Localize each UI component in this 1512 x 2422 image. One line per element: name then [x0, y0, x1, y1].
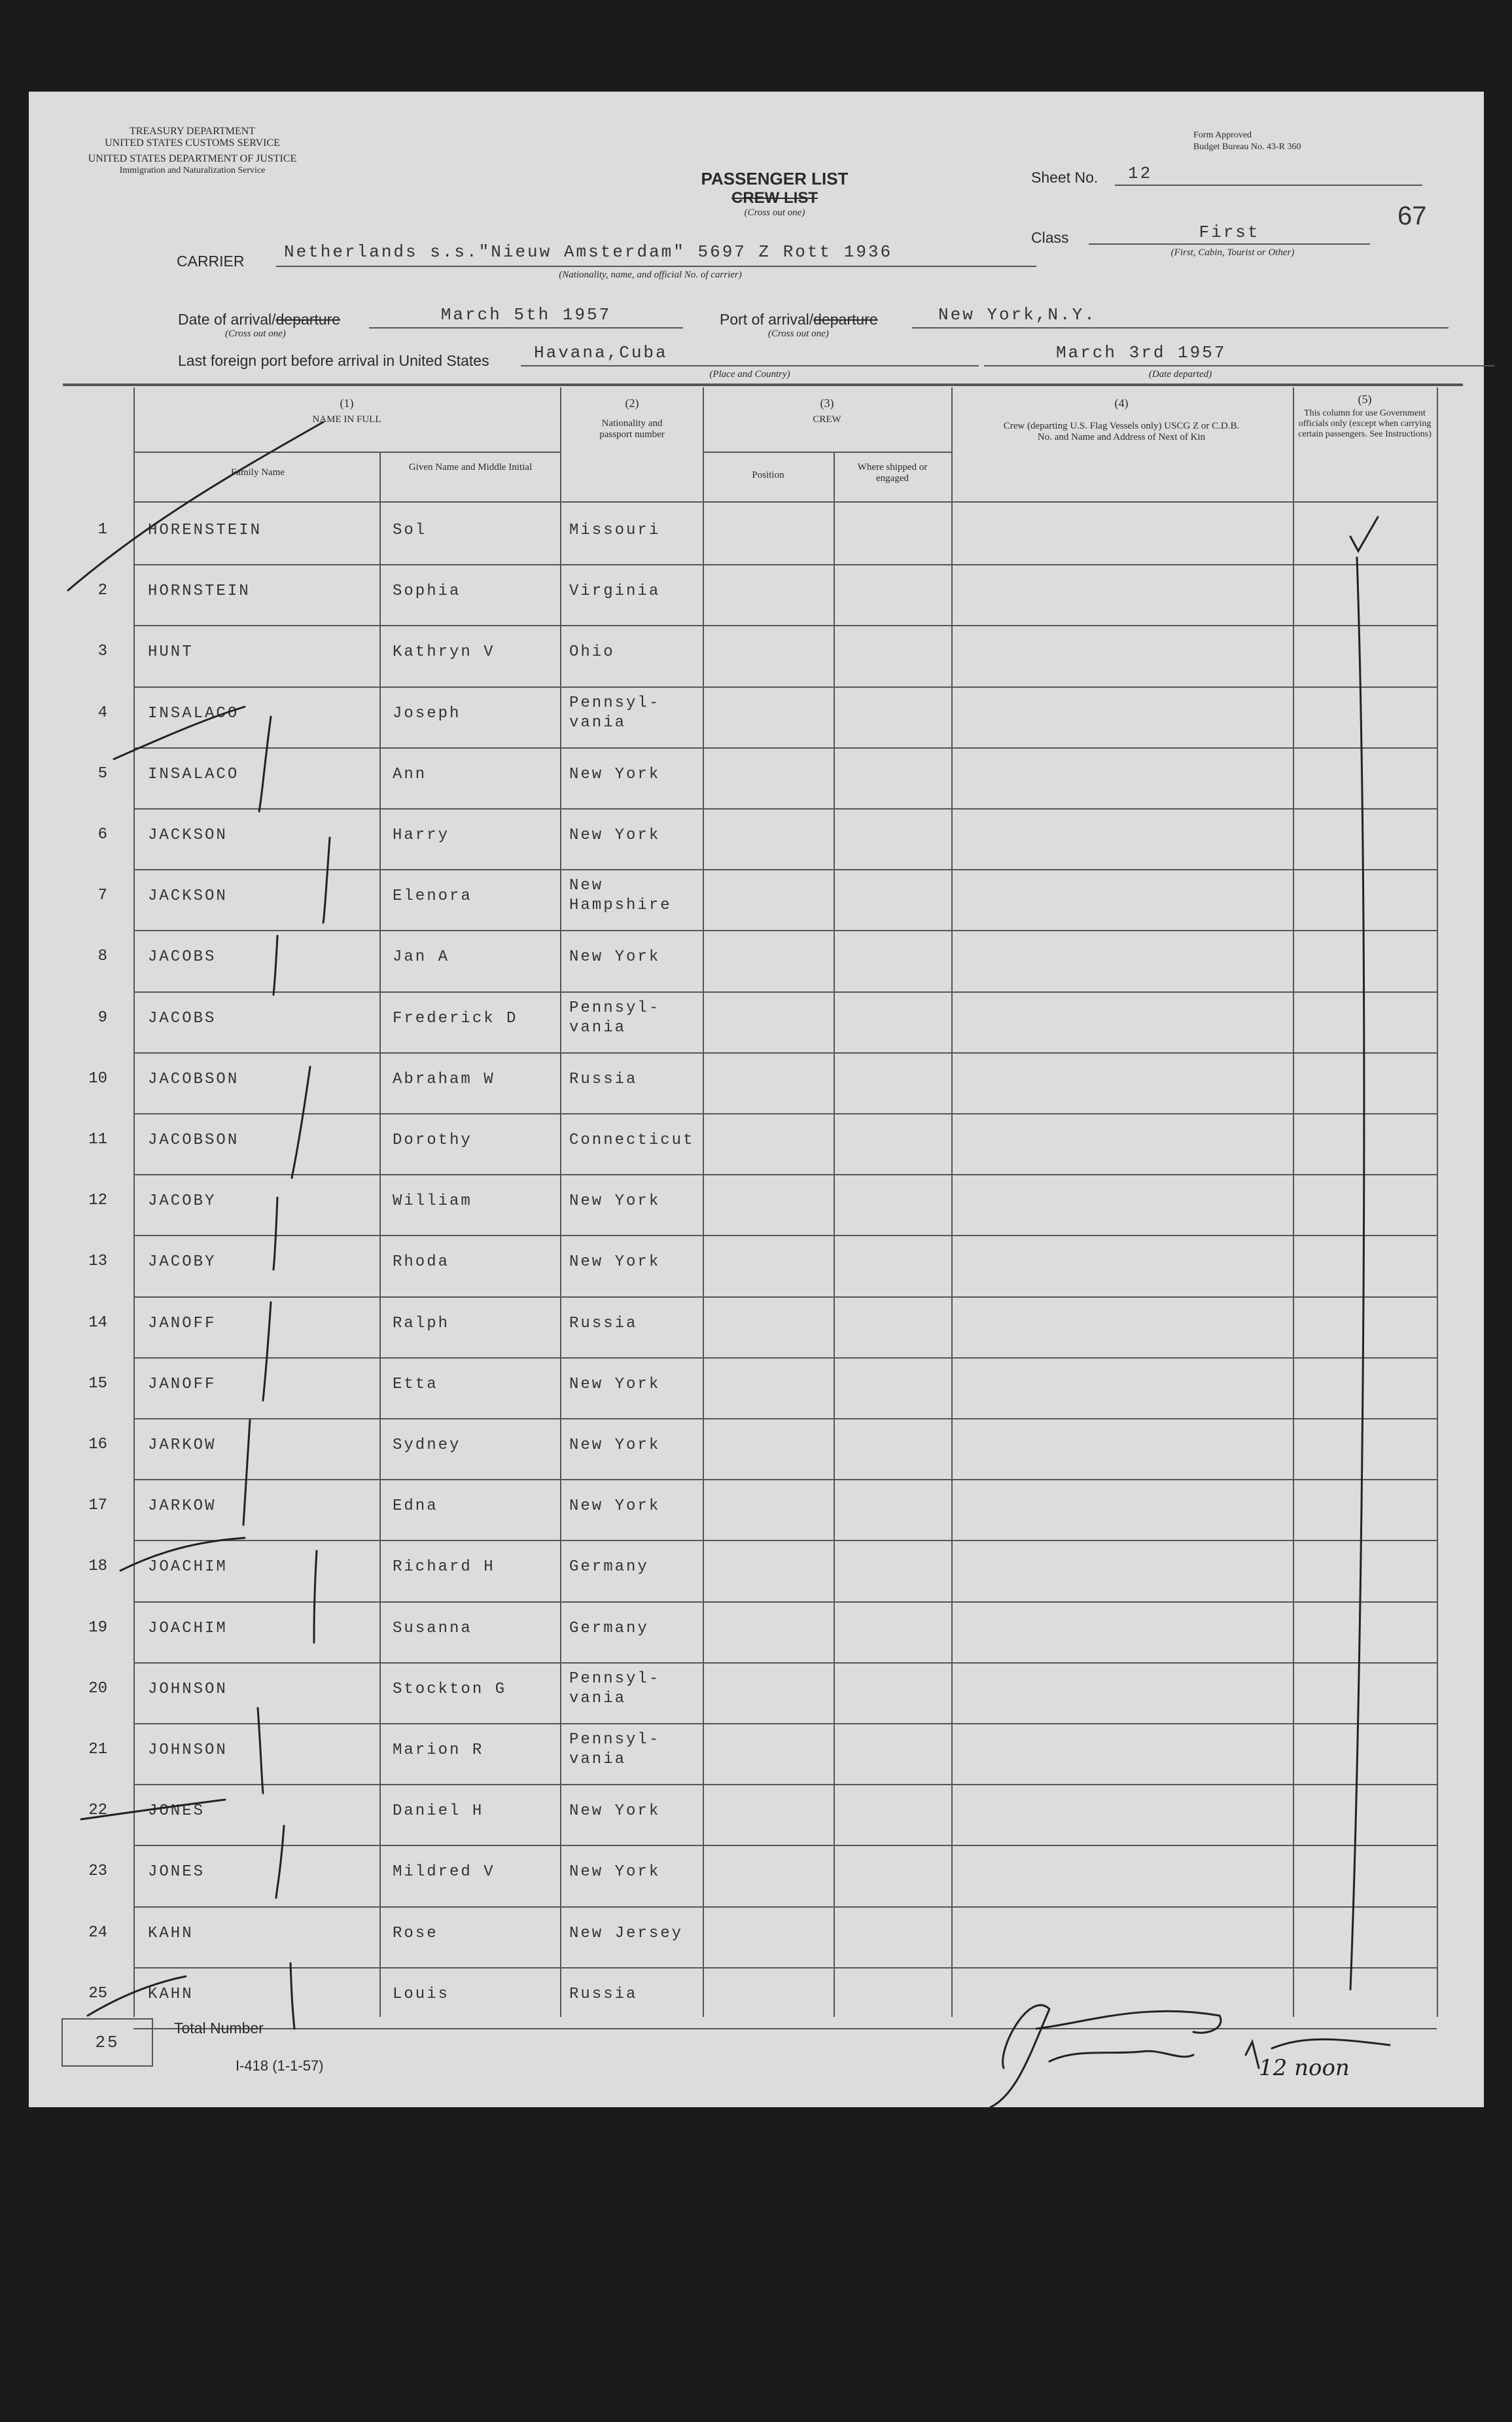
row-number: 23 — [88, 1862, 107, 1881]
total-number-label: Total Number — [174, 2020, 264, 2037]
nationality-line: New Jersey — [569, 1924, 684, 1942]
col2-number: (2) — [625, 397, 639, 410]
nationality-line: Missouri — [569, 522, 661, 539]
row-number: 1 — [97, 521, 107, 539]
nationality-line: New York — [569, 765, 661, 783]
port-label-prefix: Port of arrival/ — [720, 311, 814, 328]
given-name-cell: Richard H — [393, 1558, 495, 1576]
row-number: 19 — [88, 1618, 107, 1637]
agency-line-1: TREASURY DEPARTMENT — [129, 126, 256, 137]
family-name-cell: INSALACO — [148, 704, 239, 722]
col4-number: (4) — [1114, 397, 1129, 410]
family-name-cell: JANOFF — [148, 1314, 217, 1332]
nationality-line: vania — [569, 1751, 627, 1768]
given-name-cell: Sydney — [393, 1436, 461, 1454]
col1-number: (1) — [340, 397, 354, 410]
nationality-line: New York — [569, 1863, 661, 1881]
family-name-cell: JONES — [148, 1802, 205, 1821]
row-number: 2 — [97, 582, 107, 600]
row-number: 7 — [97, 887, 107, 905]
given-name-cell: Stockton G — [393, 1680, 507, 1698]
sheet-number-value: 12 — [1128, 164, 1153, 183]
class-caption: (First, Cabin, Tourist or Other) — [1170, 247, 1295, 258]
row-number: 4 — [97, 703, 107, 722]
row-number: 10 — [88, 1069, 107, 1088]
nationality-line: Pennsyl- — [569, 999, 661, 1017]
col4-title: Crew (departing U.S. Flag Vessels only) USCG Z or C.D.B. No. and Name and Address of Next of Kin — [1003, 421, 1240, 442]
row-number: 21 — [88, 1741, 107, 1758]
handwritten-marks — [29, 92, 1484, 2107]
given-name-cell: Abraham W — [393, 1070, 495, 1088]
given-name-cell: Rhoda — [393, 1253, 450, 1272]
row-number: 9 — [97, 1008, 107, 1027]
nationality-line: Germany — [569, 1619, 649, 1637]
family-name-cell: KAHN — [148, 1924, 194, 1942]
given-name-cell: Mildred V — [393, 1863, 495, 1881]
page-number: 67 — [1398, 202, 1427, 230]
row-number: 25 — [88, 1984, 107, 2003]
given-name-cell: Susanna — [393, 1619, 472, 1637]
nationality-line: Germany — [569, 1558, 649, 1576]
diagonal-strike-1 — [68, 422, 323, 590]
family-name-cell: JACOBS — [148, 948, 217, 967]
row-number: 22 — [88, 1802, 107, 1820]
nationality-line: vania — [569, 1018, 627, 1037]
col2-title: Nationality and passport number — [599, 418, 665, 440]
col5-title: This column for use Government officials only (except when carrying certain passengers. See Instructions) — [1298, 408, 1432, 439]
family-name-cell: JACOBSON — [148, 1070, 239, 1088]
nationality-line: Connecticut — [569, 1131, 695, 1149]
family-name-cell: JOHNSON — [148, 1741, 228, 1759]
port-caption: (Cross out one) — [768, 329, 829, 339]
title-cross-out: (Cross out one) — [744, 207, 805, 218]
row-number: 11 — [88, 1131, 107, 1149]
row-number: 5 — [97, 764, 107, 783]
nationality-line: vania — [569, 1689, 627, 1707]
carrier-value: Netherlands s.s."Nieuw Amsterdam" 5697 Z Rott 1936 — [276, 242, 1036, 267]
port-value: New York,N.Y. — [912, 305, 1449, 329]
given-name-cell: Edna — [393, 1497, 438, 1516]
row-number: 13 — [88, 1253, 107, 1271]
family-name-cell: HORNSTEIN — [148, 582, 251, 601]
form-approved-line-2: Budget Bureau No. 43-R 360 — [1193, 142, 1301, 152]
given-name-cell: Sol — [393, 522, 427, 539]
given-name-header: Given Name and Middle Initial — [408, 462, 533, 472]
given-name-cell: William — [393, 1192, 472, 1211]
nationality-line: New — [569, 877, 604, 895]
class-value: First — [1089, 223, 1370, 245]
last-port-caption: (Place and Country) — [709, 369, 790, 380]
given-name-cell: Kathryn V — [393, 643, 495, 662]
given-name-cell: Elenora — [393, 887, 472, 906]
nationality-line: New York — [569, 1436, 661, 1454]
row-number: 12 — [88, 1192, 107, 1210]
row-number: 16 — [88, 1436, 107, 1453]
given-name-cell: Jan A — [393, 948, 450, 967]
agency-line-4: Immigration and Naturalization Service — [119, 166, 266, 175]
col3-number: (3) — [820, 397, 834, 410]
nationality-line: vania — [569, 713, 627, 732]
sheet-label: Sheet No. — [1031, 169, 1099, 186]
nationality-line: Russia — [569, 1314, 638, 1332]
agency-line-3: UNITED STATES DEPARTMENT OF JUSTICE — [88, 153, 297, 164]
row-number: 8 — [97, 948, 107, 966]
last-port-date-value: March 3rd 1957 — [984, 343, 1494, 366]
arrival-date-value: March 5th 1957 — [369, 305, 683, 329]
family-name-cell: HORENSTEIN — [148, 522, 262, 539]
row-number: 24 — [88, 1923, 107, 1942]
nationality-line: Pennsyl- — [569, 1669, 661, 1688]
nationality-line: New York — [569, 1253, 661, 1272]
family-name-cell: JACOBSON — [148, 1131, 239, 1149]
nationality-line: New York — [569, 827, 661, 844]
given-name-cell: Rose — [393, 1924, 438, 1942]
nationality-line: Pennsyl- — [569, 1731, 661, 1749]
family-name-cell: JONES — [148, 1863, 205, 1881]
given-name-cell: Joseph — [393, 704, 461, 722]
row-number: 17 — [88, 1497, 107, 1515]
family-name-cell: JOACHIM — [148, 1558, 228, 1576]
col1-title: NAME IN FULL — [312, 414, 381, 425]
family-name-header: Family Name — [230, 467, 285, 478]
family-name-cell: JARKOW — [148, 1497, 217, 1516]
col5-number: (5) — [1358, 393, 1372, 406]
given-name-cell: Ann — [393, 765, 427, 783]
total-number-value: 25 — [95, 2033, 120, 2052]
passenger-list-form — [29, 92, 1484, 2107]
row-number: 3 — [97, 643, 107, 661]
last-port-date-caption: (Date departed) — [1148, 369, 1212, 380]
family-name-cell: KAHN — [148, 1985, 194, 2003]
nationality-line: Hampshire — [569, 897, 672, 915]
agency-line-2: UNITED STATES CUSTOMS SERVICE — [105, 137, 280, 149]
position-header: Position — [752, 470, 784, 480]
nationality-line: Pennsyl- — [569, 694, 661, 712]
given-name-cell: Daniel H — [393, 1802, 484, 1821]
total-number-box — [62, 2018, 153, 2067]
given-name-cell: Dorothy — [393, 1131, 472, 1149]
family-name-cell: JACOBS — [148, 1009, 217, 1027]
carrier-label: CARRIER — [177, 253, 245, 270]
nationality-line: Russia — [569, 1070, 638, 1088]
row-number: 6 — [97, 826, 107, 844]
nationality-line: New York — [569, 1802, 661, 1821]
check-line — [1350, 558, 1364, 1989]
checkmark-icon — [1350, 517, 1378, 551]
row-number: 15 — [88, 1374, 107, 1393]
given-name-cell: Sophia — [393, 582, 461, 601]
where-shipped-header: Where shipped or engaged — [857, 462, 928, 484]
row-number: 18 — [88, 1558, 107, 1576]
class-label: Class — [1031, 229, 1069, 246]
given-name-cell: Harry — [393, 827, 450, 844]
given-name-cell: Ralph — [393, 1314, 450, 1332]
nationality-line: Russia — [569, 1985, 638, 2003]
arrival-caption: (Cross out one) — [225, 329, 286, 339]
nationality-line: New York — [569, 1497, 661, 1516]
given-name-cell: Marion R — [393, 1741, 484, 1759]
row-number: 20 — [88, 1679, 107, 1698]
nationality-line: New York — [569, 1192, 661, 1211]
family-name-cell: JACOBY — [148, 1192, 217, 1211]
family-name-cell: JACKSON — [148, 887, 228, 906]
form-number: I-418 (1-1-57) — [236, 2057, 324, 2074]
carrier-caption: (Nationality, name, and official No. of carrier) — [559, 270, 742, 280]
family-name-cell: JACKSON — [148, 827, 228, 844]
arrival-label-struck: departure — [275, 311, 341, 328]
last-port-value: Havana,Cuba — [521, 343, 979, 366]
given-name-cell: Frederick D — [393, 1009, 518, 1027]
row-number: 14 — [88, 1313, 107, 1332]
port-label-struck: departure — [813, 311, 878, 328]
passenger-list-title: PASSENGER LIST — [701, 169, 849, 188]
given-name-cell: Louis — [393, 1985, 450, 2003]
family-name-cell: JOHNSON — [148, 1680, 228, 1698]
family-name-cell: JOACHIM — [148, 1619, 228, 1637]
arrival-label-prefix: Date of arrival/ — [178, 311, 276, 328]
last-port-label: Last foreign port before arrival in United States — [178, 352, 489, 369]
nationality-line: Virginia — [569, 582, 661, 601]
family-name-cell: INSALACO — [148, 765, 239, 783]
nationality-line: New York — [569, 1375, 661, 1393]
family-name-cell: JACOBY — [148, 1253, 217, 1272]
crew-list-title: CREW LIST — [731, 189, 818, 207]
given-name-cell: Etta — [393, 1375, 438, 1393]
noon-note: 12 noon — [1259, 2055, 1350, 2081]
family-name-cell: JARKOW — [148, 1436, 217, 1454]
col3-title: CREW — [813, 414, 841, 425]
nationality-line: Ohio — [569, 643, 615, 662]
form-approved-line-1: Form Approved — [1193, 130, 1252, 140]
nationality-line: New York — [569, 948, 661, 967]
family-name-cell: JANOFF — [148, 1375, 217, 1393]
family-name-cell: HUNT — [148, 643, 194, 662]
